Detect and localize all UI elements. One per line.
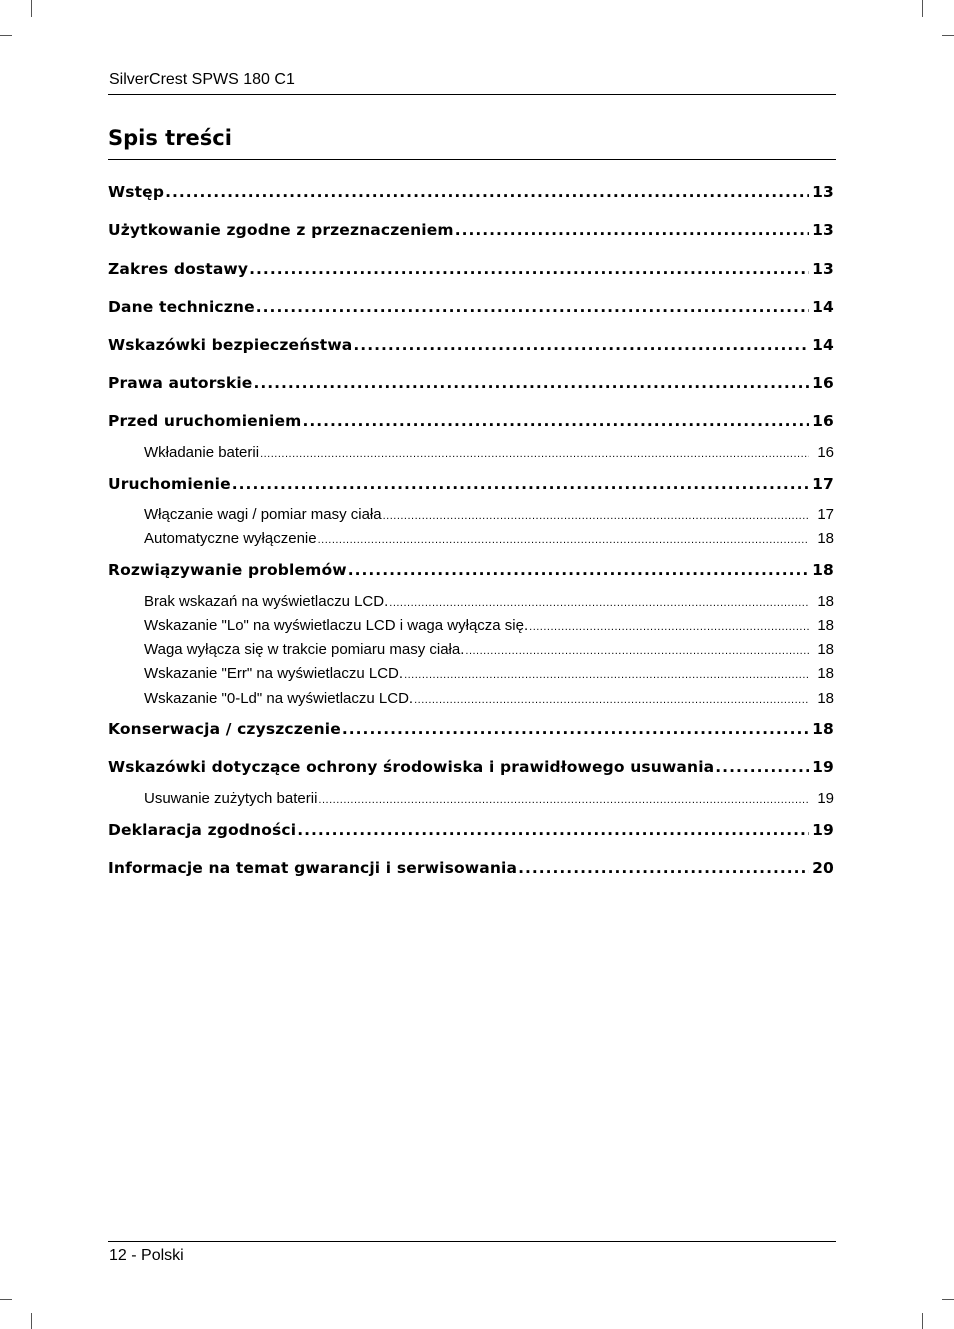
toc-subentry[interactable] (108, 593, 834, 610)
dot-leader (318, 534, 809, 546)
toc-page-number: 18 (817, 641, 834, 658)
toc-entry-title: Włączanie wagi / pomiar masy ciała (144, 506, 382, 523)
toc-page-number: 16 (812, 374, 834, 392)
toc-entry-title: Automatyczne wyłączenie (144, 530, 317, 547)
header-rule (108, 94, 836, 95)
toc-entry-title: Wstęp (108, 183, 165, 201)
toc-page-number: 17 (812, 475, 834, 493)
toc-entry[interactable] (108, 298, 834, 316)
dot-leader (383, 510, 809, 522)
toc-entry[interactable] (108, 412, 834, 430)
dot-leader (260, 448, 809, 460)
footer-rule (108, 1241, 836, 1242)
toc-entry[interactable] (108, 561, 834, 579)
toc-page-number: 19 (812, 821, 834, 839)
dot-leader (232, 475, 809, 493)
toc-entry-title: Wskazówki dotyczące ochrony środowiska i prawidłowego usuwania (108, 758, 715, 776)
crop-mark (922, 0, 923, 17)
toc-subentry[interactable] (108, 790, 834, 807)
toc-entry[interactable] (108, 336, 834, 354)
dot-leader (256, 298, 809, 316)
dot-leader (302, 412, 809, 430)
crop-mark (922, 1313, 923, 1329)
toc-entry-title: Uruchomienie (108, 475, 231, 493)
dot-leader (404, 669, 809, 681)
toc-entry[interactable] (108, 260, 834, 278)
toc-subentry[interactable] (108, 641, 834, 658)
toc-page-number: 18 (812, 720, 834, 738)
dot-leader (455, 221, 809, 239)
toc-page-number: 16 (812, 412, 834, 430)
toc-entry-title: Usuwanie zużytych baterii (144, 790, 318, 807)
page-number: 12 - Polski (109, 1247, 184, 1264)
toc-entry-title: Wskazanie "0-Ld" na wyświetlaczu LCD. (144, 690, 414, 707)
dot-leader (165, 183, 809, 201)
toc-entry[interactable] (108, 859, 834, 877)
running-header: SilverCrest SPWS 180 C1 (109, 71, 295, 88)
toc-entry-title: Deklaracja zgodności (108, 821, 297, 839)
toc-entry-title: Wkładanie baterii (144, 444, 260, 461)
toc-entry-title: Wskazanie "Lo" na wyświetlaczu LCD i waga wyłącza się. (144, 617, 529, 634)
dot-leader (249, 260, 809, 278)
toc-page-number: 18 (817, 665, 834, 682)
toc-subentry[interactable] (108, 617, 834, 634)
toc-page-number: 19 (812, 758, 834, 776)
toc-entry-title: Brak wskazań na wyświetlaczu LCD. (144, 593, 389, 610)
dot-leader (353, 336, 809, 354)
toc-entry-title: Wskazanie "Err" na wyświetlaczu LCD. (144, 665, 404, 682)
toc-page-number: 18 (812, 561, 834, 579)
dot-leader (389, 597, 809, 609)
toc-entry-title: Konserwacja / czyszczenie (108, 720, 341, 738)
crop-mark (31, 0, 32, 17)
toc-entry-title: Rozwiązywanie problemów (108, 561, 347, 579)
dot-leader (518, 859, 809, 877)
toc-page-number: 18 (817, 617, 834, 634)
toc-entry-title: Użytkowanie zgodne z przeznaczeniem (108, 221, 454, 239)
crop-mark (0, 35, 12, 36)
toc-page-number: 17 (817, 506, 834, 523)
toc-subentry[interactable] (108, 665, 834, 682)
toc-page-number: 16 (817, 444, 834, 461)
toc-page-number: 13 (812, 260, 834, 278)
dot-leader (414, 694, 809, 706)
toc-subentry[interactable] (108, 506, 834, 523)
toc-page-number: 14 (812, 298, 834, 316)
crop-mark (0, 1299, 12, 1300)
dot-leader (529, 621, 809, 633)
toc-entry-title: Waga wyłącza się w trakcie pomiaru masy ciała. (144, 641, 465, 658)
toc-page-number: 18 (817, 690, 834, 707)
dot-leader (715, 758, 809, 776)
toc-entry-title: Dane techniczne (108, 298, 255, 316)
crop-mark (942, 1299, 954, 1300)
toc-page-number: 19 (817, 790, 834, 807)
toc-entry[interactable] (108, 821, 834, 839)
dot-leader (297, 821, 809, 839)
toc-page-number: 13 (812, 183, 834, 201)
toc-entry-title: Przed uruchomieniem (108, 412, 302, 430)
toc-entry[interactable] (108, 221, 834, 239)
toc-page-number: 13 (812, 221, 834, 239)
toc-page-number: 14 (812, 336, 834, 354)
dot-leader (318, 794, 809, 806)
toc-entry-title: Zakres dostawy (108, 260, 249, 278)
toc-entry-title: Prawa autorskie (108, 374, 253, 392)
toc-entry[interactable] (108, 475, 834, 493)
toc-entry-title: Informacje na temat gwarancji i serwisowania (108, 859, 518, 877)
dot-leader (342, 720, 809, 738)
toc-entry[interactable] (108, 720, 834, 738)
toc-entry[interactable] (108, 374, 834, 392)
crop-mark (942, 35, 954, 36)
toc-subentry[interactable] (108, 690, 834, 707)
toc-page-number: 18 (817, 593, 834, 610)
dot-leader (465, 645, 809, 657)
crop-mark (31, 1313, 32, 1329)
toc-entry[interactable] (108, 183, 834, 201)
toc-page-number: 18 (817, 530, 834, 547)
toc-subentry[interactable] (108, 530, 834, 547)
toc-page-number: 20 (812, 859, 834, 877)
toc-entry-title: Wskazówki bezpieczeństwa (108, 336, 353, 354)
page-title: Spis treści (108, 126, 232, 150)
toc-subentry[interactable] (108, 444, 834, 461)
dot-leader (253, 374, 809, 392)
title-rule (108, 159, 836, 160)
toc-entry[interactable] (108, 758, 834, 776)
dot-leader (348, 561, 809, 579)
